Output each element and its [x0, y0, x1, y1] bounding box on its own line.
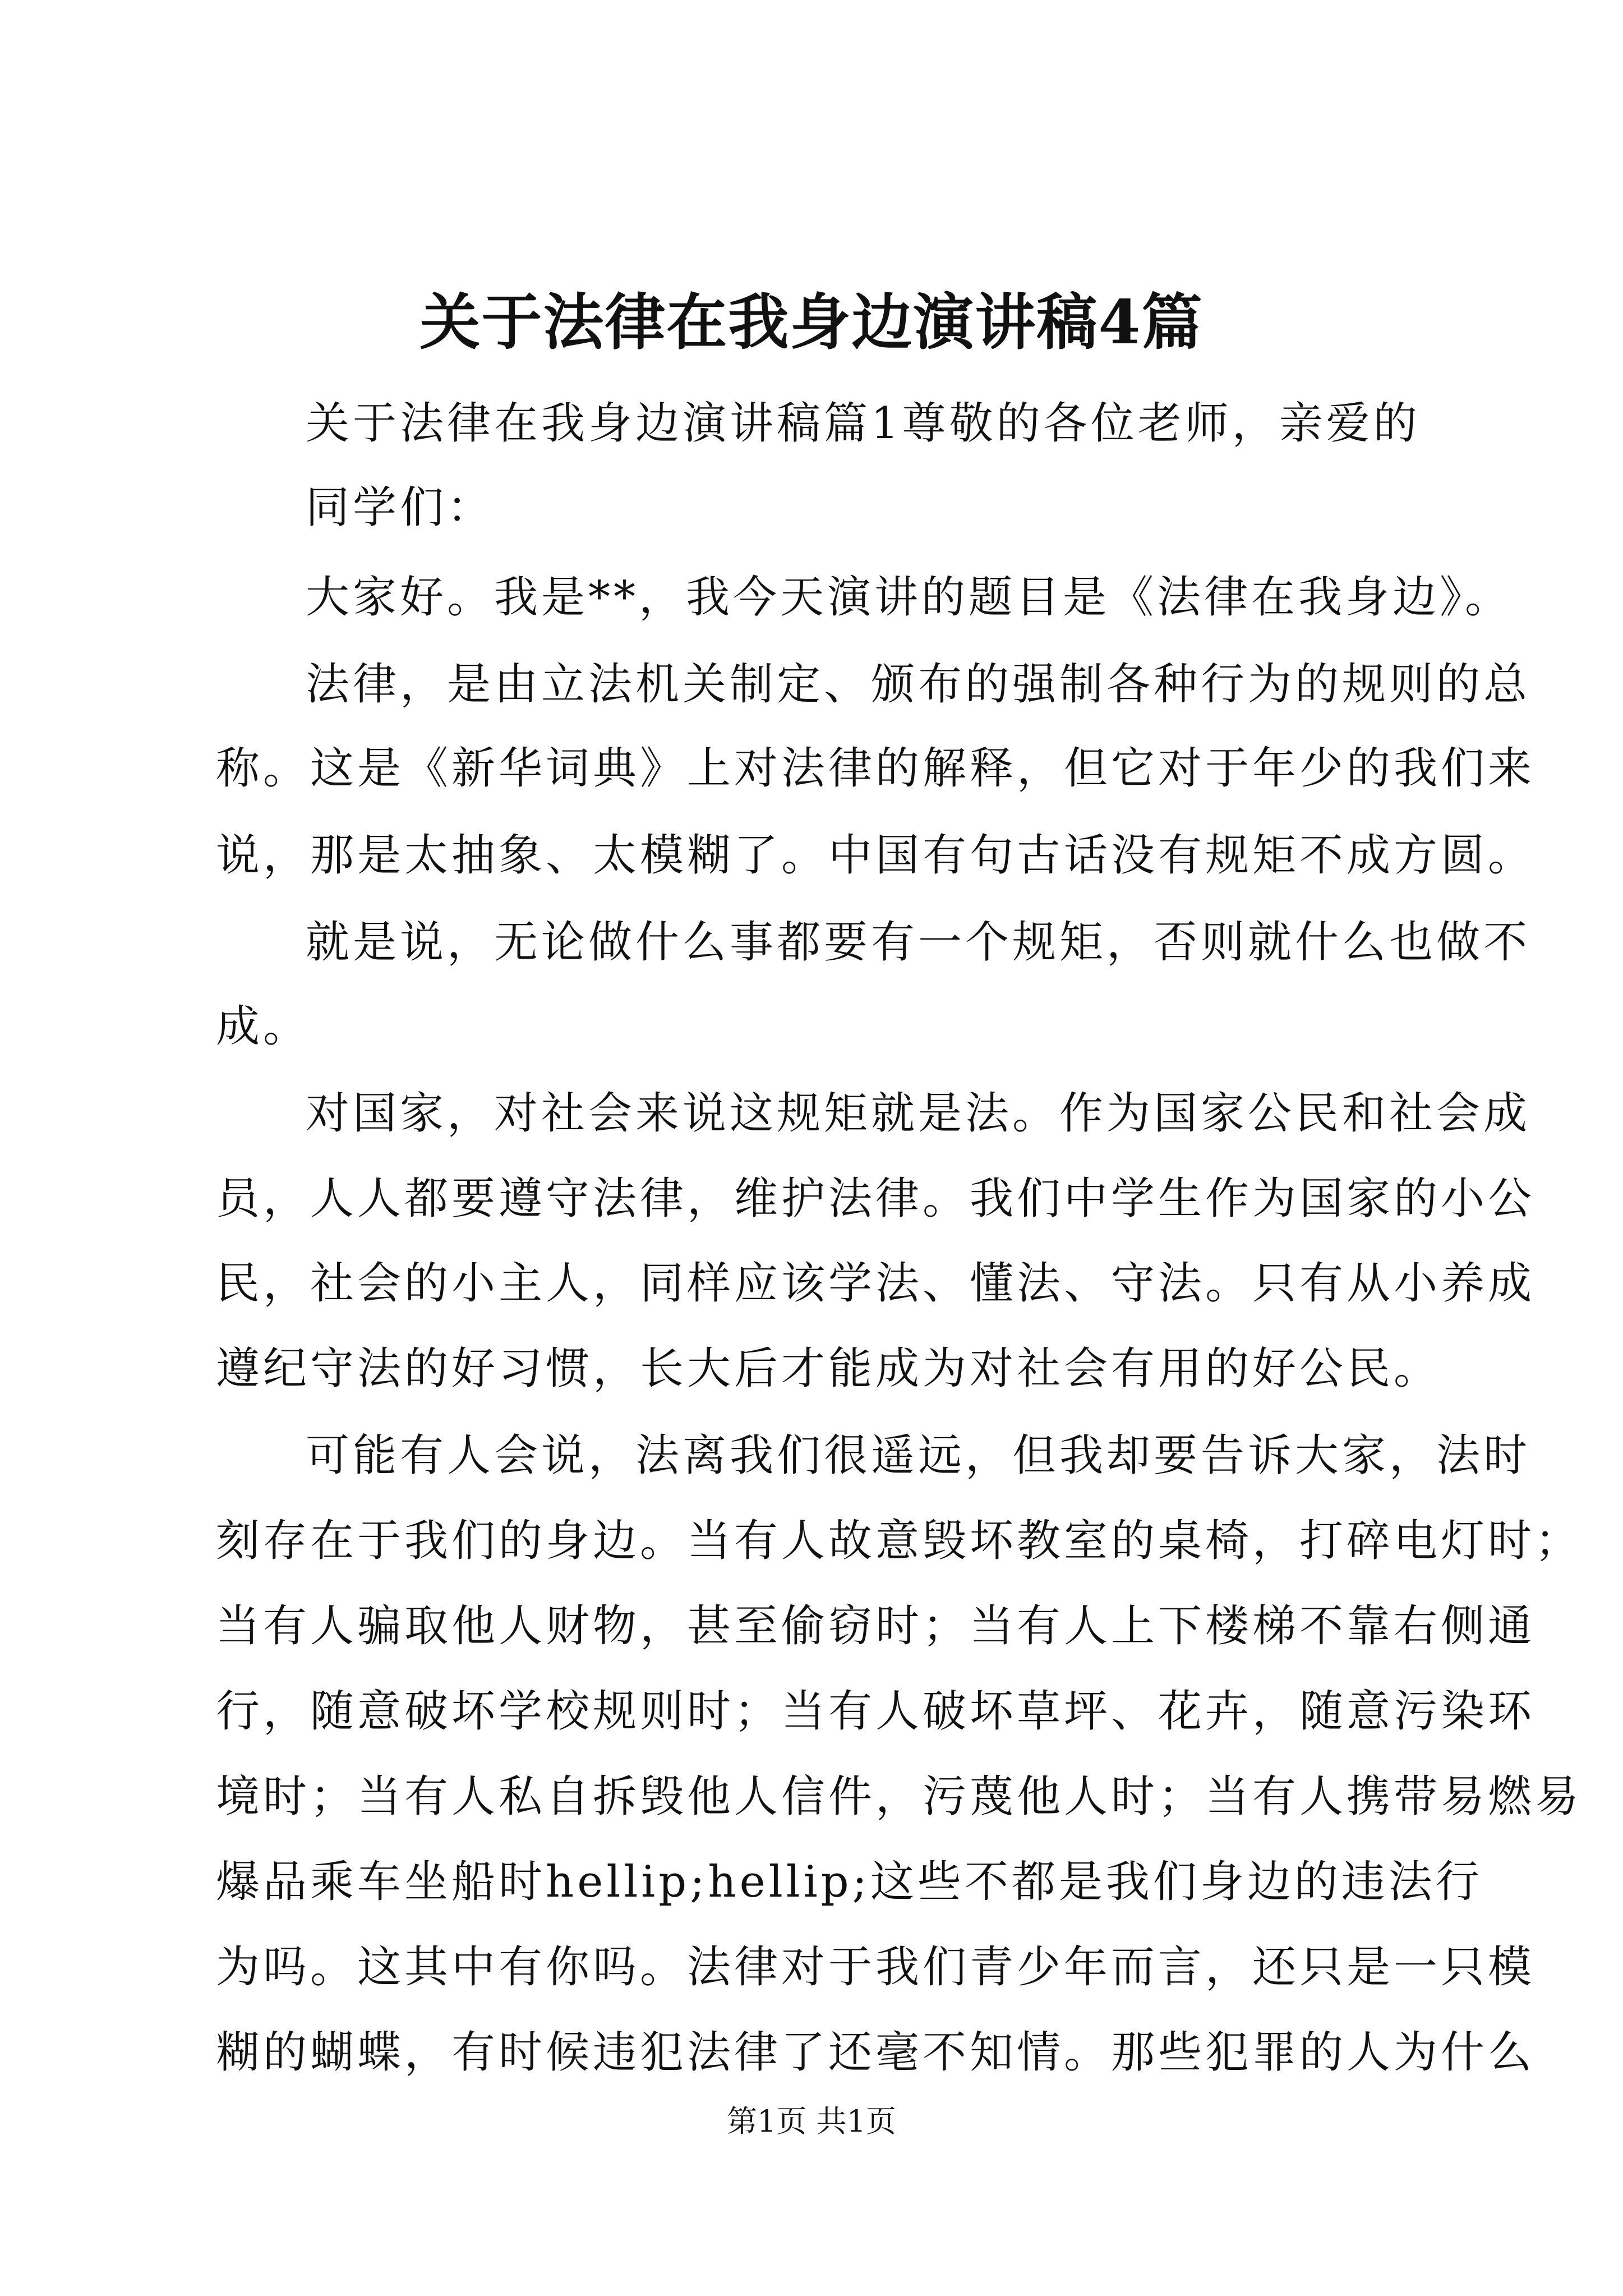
- page-footer: 第1页 共1页: [727, 2104, 896, 2139]
- body-line: 成。: [216, 1001, 311, 1052]
- body-line: 境时；当有人私自拆毁他人信件，污蔑他人时；当有人携带易燃易: [216, 1772, 1583, 1822]
- body-line: 遵纪守法的好习惯，长大后才能成为对社会有用的好公民。: [216, 1343, 1441, 1394]
- body-line: 对国家，对社会来说这规矩就是法。作为国家公民和社会成: [306, 1088, 1531, 1139]
- body-line: 民，社会的小主人，同样应该学法、懂法、守法。只有从小养成: [216, 1258, 1536, 1309]
- document-title: 关于法律在我身边演讲稿4篇: [419, 287, 1204, 358]
- body-line: 关于法律在我身边演讲稿篇1尊敬的各位老师，亲爱的: [306, 398, 1421, 449]
- body-line: 员，人人都要遵守法律，维护法律。我们中学生作为国家的小公: [216, 1174, 1536, 1224]
- body-line: 就是说，无论做什么事都要有一个规矩，否则就什么也做不: [306, 917, 1531, 968]
- body-line: 爆品乘车坐船时hellip;hellip;这些不都是我们身边的违法行: [216, 1857, 1483, 1907]
- body-line: 为吗。这其中有你吗。法律对于我们青少年而言，还只是一只模: [216, 1942, 1536, 1993]
- body-line: 行，随意破坏学校规则时；当有人破坏草坪、花卉，随意污染环: [216, 1686, 1536, 1737]
- body-line: 糊的蝴蝶，有时候违犯法律了还毫不知情。那些犯罪的人为什么: [216, 2027, 1536, 2078]
- body-line: 法律，是由立法机关制定、颁布的强制各种行为的规则的总: [306, 659, 1531, 710]
- body-line: 说，那是太抽象、太模糊了。中国有句古话没有规矩不成方圆。: [216, 830, 1536, 881]
- body-line: 称。这是《新华词典》上对法律的解释，但它对于年少的我们来: [216, 743, 1536, 794]
- body-line: 同学们：: [306, 482, 495, 533]
- body-line: 刻存在于我们的身边。当有人故意毁坏教室的桌椅，打碎电灯时；: [216, 1516, 1583, 1566]
- body-line: 大家好。我是**，我今天演讲的题目是《法律在我身边》。: [306, 572, 1513, 623]
- body-line: 可能有人会说，法离我们很遥远，但我却要告诉大家，法时: [306, 1430, 1531, 1481]
- body-line: 当有人骗取他人财物，甚至偷窃时；当有人上下楼梯不靠右侧通: [216, 1601, 1536, 1651]
